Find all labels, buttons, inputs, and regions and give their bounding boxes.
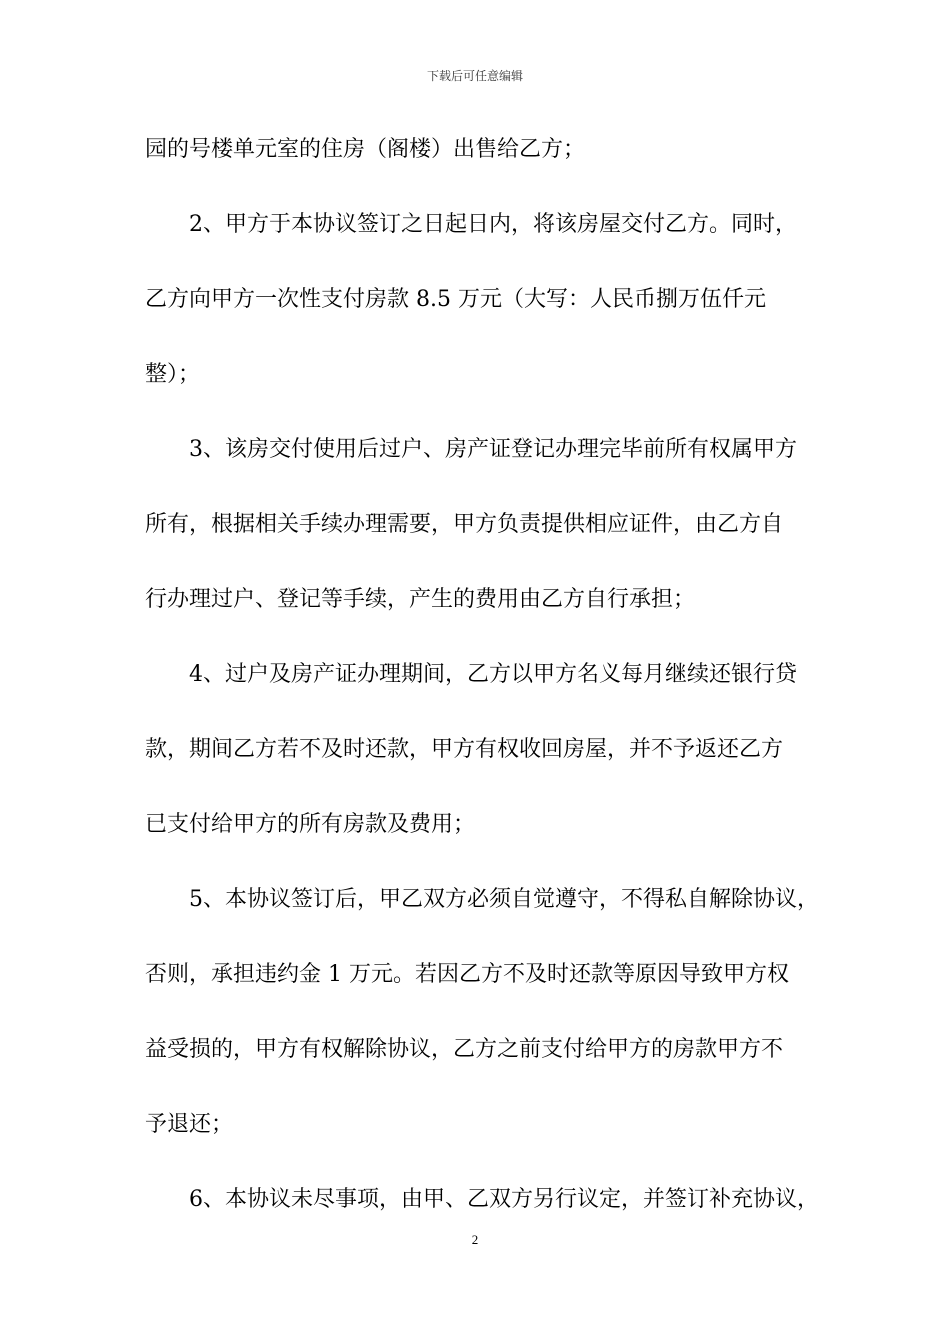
body-line: 乙方向甲方一次性支付房款 8.5 万元（大写：人民币捌万伍仟元 bbox=[145, 287, 766, 312]
body-line: 园的号楼单元室的住房（阁楼）出售给乙方； bbox=[145, 137, 586, 162]
page-number: 2 bbox=[471, 1232, 479, 1247]
body-line: 5、本协议签订后，甲乙双方必须自觉遵守，不得私自解除协议， bbox=[145, 887, 819, 912]
body-line: 益受损的，甲方有权解除协议，乙方之前支付给甲方的房款甲方不 bbox=[145, 1037, 784, 1062]
body-line: 予退还； bbox=[145, 1112, 234, 1137]
body-line: 行办理过户、登记等手续，产生的费用由乙方自行承担； bbox=[145, 587, 696, 612]
body-line: 否则，承担违约金 1 万元。若因乙方不及时还款等原因导致甲方权 bbox=[145, 962, 789, 987]
body-line: 已支付给甲方的所有房款及费用； bbox=[145, 812, 476, 837]
body-line: 款，期间乙方若不及时还款，甲方有权收回房屋，并不予返还乙方 bbox=[145, 737, 784, 762]
body-line: 所有，根据相关手续办理需要，甲方负责提供相应证件，由乙方自 bbox=[145, 512, 784, 537]
page-header: 下载后可任意编辑 bbox=[426, 69, 523, 83]
body-line: 6、本协议未尽事项，由甲、乙双方另行议定，并签订补充协议， bbox=[145, 1187, 819, 1212]
body-line: 4、过户及房产证办理期间，乙方以甲方名义每月继续还银行贷 bbox=[145, 662, 797, 687]
body-line: 整）； bbox=[145, 362, 201, 387]
body-line: 2、甲方于本协议签订之日起日内，将该房屋交付乙方。同时， bbox=[145, 212, 797, 237]
body-line: 3、该房交付使用后过户、房产证登记办理完毕前所有权属甲方 bbox=[145, 437, 797, 462]
